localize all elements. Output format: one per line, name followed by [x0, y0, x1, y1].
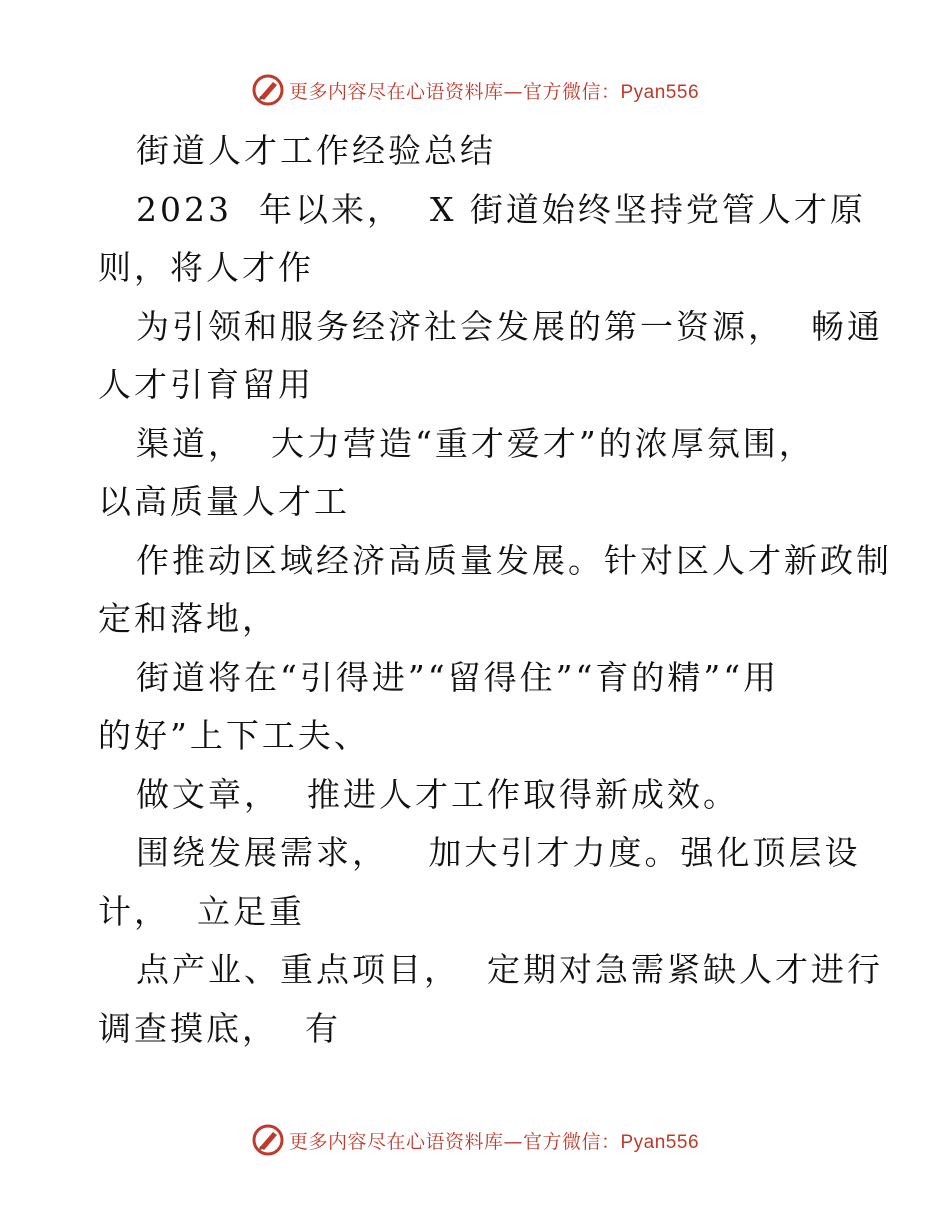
text-line: 围绕发展需求， 加大引才力度。强化顶层设: [136, 833, 861, 872]
watermark-handle: Pyan556: [620, 1131, 700, 1153]
header-watermark: [0, 70, 950, 110]
watermark-wechat-label: 官方微信：: [522, 1130, 621, 1153]
text-line: 定和落地，: [98, 599, 278, 638]
watermark-separator: —: [503, 1130, 523, 1153]
text-line: 调查摸底， 有: [98, 1008, 341, 1048]
watermark-wechat-label: 官方微信：: [522, 80, 621, 103]
text-line: 为引领和服务经济社会发展的第一资源， 畅通: [136, 306, 883, 346]
text-line: 点产业、重点项目， 定期对急需紧缺人才进行: [136, 950, 883, 989]
watermark-site: 更多内容尽在心语资料库: [288, 1130, 504, 1153]
watermark-separator: —: [503, 80, 523, 103]
text-line: 人才引育留用: [98, 365, 314, 404]
text-line: 街道人才工作经验总结: [136, 131, 496, 170]
document-body: [98, 122, 892, 1058]
text-line: 街道将在“引得进”“留得住”“育的精”“用: [136, 657, 780, 697]
text-line: 渠道， 大力营造“重才爱才”的浓厚氛围，: [136, 423, 815, 463]
text-line: 以高质量人才工: [98, 482, 350, 521]
watermark-site: 更多内容尽在心语资料库: [288, 80, 504, 103]
text-line: 的好”上下工夫、: [98, 716, 370, 755]
pen-seal-icon: [251, 73, 285, 107]
text-line: 作推动区域经济高质量发展。针对区人才新政制: [136, 540, 892, 580]
text-line: 2023 年以来， X 街道始终坚持党管人才原: [136, 189, 866, 229]
text-line: 则，将人才作: [98, 248, 314, 287]
watermark-handle: Pyan556: [620, 81, 700, 103]
pen-seal-icon: [251, 1123, 285, 1157]
text-line: 做文章， 推进人才工作取得新成效。: [136, 774, 739, 814]
footer-watermark: [0, 1120, 950, 1160]
text-line: 计， 立足重: [98, 891, 305, 931]
